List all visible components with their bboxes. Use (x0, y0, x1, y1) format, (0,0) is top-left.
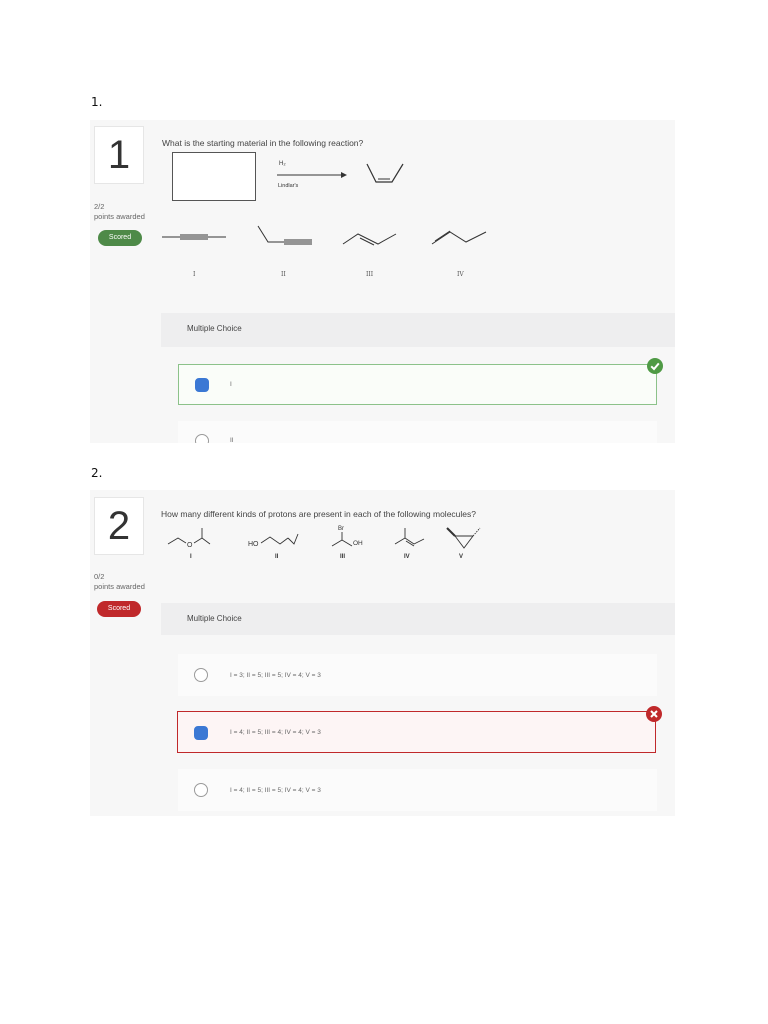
answer-option-label: I = 4; II = 5; III = 4; IV = 4; V = 3 (230, 729, 321, 736)
structure-iv-alkene (432, 231, 486, 244)
molecule-iii-bromo-alcohol (332, 526, 363, 547)
answer-option-label: I = 4; II = 5; III = 5; IV = 4; V = 3 (230, 787, 321, 794)
x-circle-icon (646, 706, 662, 722)
structure-label-iv: IV (457, 271, 464, 278)
question-2-panel (90, 490, 675, 816)
molecule-iv-alkene (395, 528, 424, 546)
molecule-label-ii: II (275, 554, 279, 560)
unselected-radio[interactable] (194, 668, 208, 682)
answer-option-b[interactable] (177, 711, 656, 753)
check-circle-icon (647, 358, 663, 374)
unselected-radio[interactable] (195, 434, 209, 443)
unselected-radio[interactable] (194, 783, 208, 797)
structure-label-ii: II (281, 271, 286, 278)
question-2-points (94, 572, 145, 592)
points-value: 0/2 (94, 572, 105, 581)
structure-iii-alkene (343, 234, 396, 245)
question-2-prompt: How many different kinds of protons are present in each of the following molecules? (161, 509, 476, 519)
molecule-label-iii: III (340, 554, 346, 560)
svg-text:O: O (187, 542, 193, 549)
question-1-points (94, 202, 145, 222)
multiple-choice-label: Multiple Choice (187, 324, 242, 333)
answer-option-ii[interactable] (178, 421, 657, 443)
structure-label-i: I (193, 271, 196, 278)
question-1-prompt: What is the starting material in the following reaction? (162, 138, 364, 148)
molecule-v-cyclopropane (447, 528, 480, 548)
reaction-arrowhead (341, 172, 347, 178)
multiple-choice-label: Multiple Choice (187, 614, 242, 623)
points-caption: points awarded (94, 212, 145, 221)
answer-option-label: II (230, 437, 234, 443)
reaction-scheme (275, 156, 415, 196)
molecule-label-iv: IV (404, 554, 410, 560)
question-2-number: 2 (94, 497, 144, 555)
scored-badge: Scored (98, 230, 142, 246)
structure-i-alkyne (162, 235, 226, 239)
structure-ii-alkyne (258, 226, 312, 244)
answer-option-label: I = 3; II = 5; III = 5; IV = 4; V = 3 (230, 672, 321, 679)
question-1-panel (90, 120, 675, 443)
molecule-i-ether (168, 528, 210, 549)
molecule-label-i: I (190, 554, 192, 560)
structure-label-iii: III (366, 271, 374, 278)
question-2-list-label: 2. (91, 466, 103, 480)
reagent-lindlar: Lindlar's (278, 183, 299, 189)
answer-option-c[interactable] (178, 769, 657, 811)
points-value: 2/2 (94, 202, 105, 211)
reagent-h2: H₂ (279, 161, 286, 167)
answer-option-a[interactable] (178, 654, 657, 696)
starting-material-blank-box (172, 152, 256, 201)
answer-structures (160, 220, 500, 260)
answer-option-label: I (230, 381, 232, 388)
svg-text:OH: OH (353, 540, 363, 547)
answer-option-i[interactable] (178, 364, 657, 405)
svg-text:Br: Br (338, 526, 344, 532)
points-caption: points awarded (94, 582, 145, 591)
question-1-number: 1 (94, 126, 144, 184)
multiple-choice-header (161, 313, 675, 347)
molecule-structures (162, 522, 492, 562)
multiple-choice-header (161, 603, 675, 635)
scored-badge: Scored (97, 601, 141, 617)
selected-radio[interactable] (195, 378, 209, 392)
molecule-label-v: V (459, 554, 464, 560)
molecule-ii-alcohol (248, 534, 298, 548)
question-1-list-label: 1. (91, 95, 103, 109)
selected-radio[interactable] (194, 726, 208, 740)
svg-text:HO: HO (248, 541, 259, 548)
